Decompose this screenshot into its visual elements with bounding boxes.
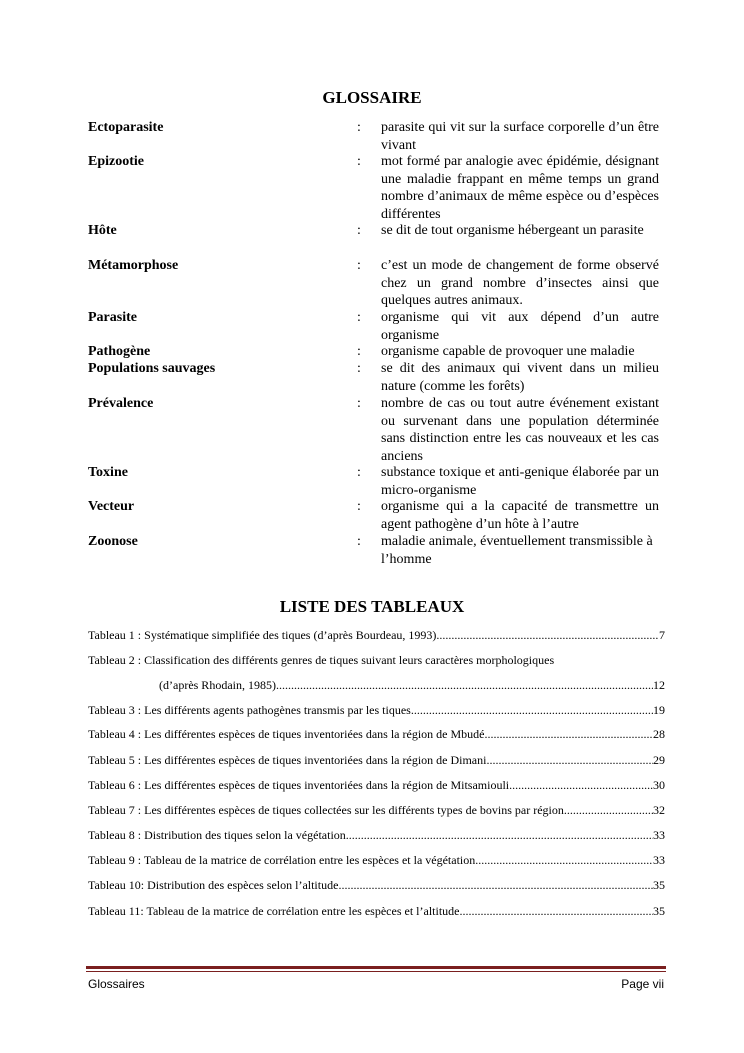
glossary-definition: se dit de tout organisme hébergeant un parasite — [381, 223, 644, 238]
glossary-definition: organisme qui a la capacité de transmettre un agent pathogène d’un hôte à l’autre — [381, 499, 659, 532]
toc-entry-page: 12 — [653, 678, 665, 692]
glossary-term: Parasite — [88, 310, 137, 325]
toc-entry-label: Tableau 10: Distribution des espèces selon l’altitude — [88, 878, 339, 892]
footer-rule-thin — [86, 971, 666, 972]
toc-leader-dots — [346, 826, 653, 844]
toc-entry-label: Tableau 7 : Les différentes espèces de tiques collectées sur les différents types de bovins par région — [88, 803, 564, 817]
toc-entry-page: 35 — [653, 904, 665, 918]
footer-section-name: Glossaires — [88, 977, 145, 991]
glossary-definition: parasite qui vit sur la surface corporelle d’un être vivant — [381, 120, 659, 153]
glossary-title: GLOSSAIRE — [322, 88, 422, 107]
glossary-colon: : — [357, 120, 361, 135]
glossary-colon: : — [357, 310, 361, 325]
toc-leader-dots — [486, 751, 653, 769]
glossary-term: Pathogène — [88, 344, 151, 359]
glossary-colon: : — [357, 223, 361, 238]
toc-entry-page: 28 — [653, 727, 665, 741]
glossary-colon: : — [357, 396, 361, 411]
toc-leader-dots — [276, 676, 653, 694]
toc-leader-dots — [484, 725, 653, 743]
toc-entry-label: Tableau 11: Tableau de la matrice de corrélation entre les espèces et l’altitude — [88, 904, 460, 918]
toc-leader-dots — [338, 876, 653, 894]
toc-entry-tableau-8[interactable] — [88, 826, 665, 844]
glossary-definition: maladie animale, éventuellement transmissible à l’homme — [381, 534, 653, 567]
toc-entry-page: 32 — [653, 803, 665, 817]
glossary-term: Populations sauvages — [88, 361, 216, 376]
glossary-definition: substance toxique et anti-genique élaborée par un micro-organisme — [381, 465, 659, 498]
toc-leader-dots — [459, 902, 653, 920]
toc-entry-tableau-4[interactable] — [88, 725, 665, 743]
glossary-colon: : — [357, 154, 361, 169]
toc-leader-dots — [411, 701, 653, 719]
glossary-term: Ectoparasite — [88, 120, 164, 135]
toc-entry-tableau-11[interactable] — [88, 902, 665, 920]
toc-entry-page: 7 — [659, 628, 665, 642]
toc-entry-page: 33 — [653, 828, 665, 842]
toc-leader-dots — [564, 801, 653, 819]
toc-entry-page: 35 — [653, 878, 665, 892]
toc-entry-tableau-2[interactable] — [88, 651, 665, 669]
glossary-term: Zoonose — [88, 534, 138, 549]
glossary-term: Métamorphose — [88, 258, 179, 273]
toc-entry-label: Tableau 9 : Tableau de la matrice de corrélation entre les espèces et la végétation — [88, 853, 476, 867]
toc-entry-page: 29 — [653, 753, 665, 767]
toc-entry-label: Tableau 8 : Distribution des tiques selon la végétation — [88, 828, 346, 842]
glossary-colon: : — [357, 361, 361, 376]
glossary-colon: : — [357, 258, 361, 273]
toc-entry-tableau-10[interactable] — [88, 876, 665, 894]
toc-entry-page: 30 — [653, 778, 665, 792]
toc-entry-tableau-6[interactable] — [88, 776, 665, 794]
glossary-term: Prévalence — [88, 396, 154, 411]
glossary-definition: c’est un mode de changement de forme observé chez un grand nombre d’insectes ainsi que quelques autres animaux. — [381, 258, 659, 308]
toc-entry-tableau-9[interactable] — [88, 851, 665, 869]
toc-entry-page: 33 — [653, 853, 665, 867]
glossary-term: Epizootie — [88, 154, 144, 169]
toc-entry-label: Tableau 4 : Les différentes espèces de tiques inventoriées dans la région de Mbudé — [88, 727, 485, 741]
glossary-colon: : — [357, 344, 361, 359]
toc-leader-dots — [509, 776, 653, 794]
toc-entry-page: 19 — [653, 703, 665, 717]
toc-entry-tableau-1[interactable] — [88, 626, 665, 644]
toc-entry-tableau-5[interactable] — [88, 751, 665, 769]
glossary-definition: se dit des animaux qui vivent dans un milieu nature (comme les forêts) — [381, 361, 659, 394]
glossary-definition: mot formé par analogie avec épidémie, désignant une maladie frappant en même temps un grand nombre d’animaux de même espèce ou d’espèces différentes — [381, 154, 659, 222]
toc-entry-tableau-3[interactable] — [88, 701, 665, 719]
toc-leader-dots — [475, 851, 653, 869]
glossary-definition: nombre de cas ou tout autre événement existant ou survenant dans une population déterminée sans distinction entre les cas nouveaux et les cas anciens — [381, 396, 659, 464]
toc-entry-tableau-7[interactable] — [88, 801, 665, 819]
glossary-colon: : — [357, 465, 361, 480]
toc-leader-dots — [436, 626, 659, 644]
glossary-colon: : — [357, 499, 361, 514]
toc-entry-label-continuation: (d’après Rhodain, 1985) — [159, 678, 276, 692]
glossary-definition: organisme capable de provoquer une maladie — [381, 344, 635, 359]
glossary-term: Hôte — [88, 223, 117, 238]
toc-entry-label: Tableau 2 : Classification des différents genres de tiques suivant leurs caractères morphologiques — [88, 653, 555, 667]
toc-entry-label: Tableau 1 : Systématique simplifiée des tiques (d’après Bourdeau, 1993) — [88, 628, 437, 642]
glossary-term: Toxine — [88, 465, 128, 480]
tables-list-title: LISTE DES TABLEAUX — [279, 597, 465, 616]
glossary-term: Vecteur — [88, 499, 135, 514]
toc-entry-label: Tableau 3 : Les différents agents pathogènes transmis par les tiques — [88, 703, 411, 717]
glossary-definition: organisme qui vit aux dépend d’un autre organisme — [381, 310, 659, 343]
toc-entry-label: Tableau 5 : Les différentes espèces de tiques inventoriées dans la région de Dimani — [88, 753, 487, 767]
footer-page-number: Page vii — [621, 977, 664, 991]
toc-entry-label: Tableau 6 : Les différentes espèces de tiques inventoriées dans la région de Mitsamiouli — [88, 778, 510, 792]
toc-entry-tableau-2-continuation[interactable] — [88, 676, 665, 694]
glossary-colon: : — [357, 534, 361, 549]
footer-rule-thick — [86, 966, 666, 969]
